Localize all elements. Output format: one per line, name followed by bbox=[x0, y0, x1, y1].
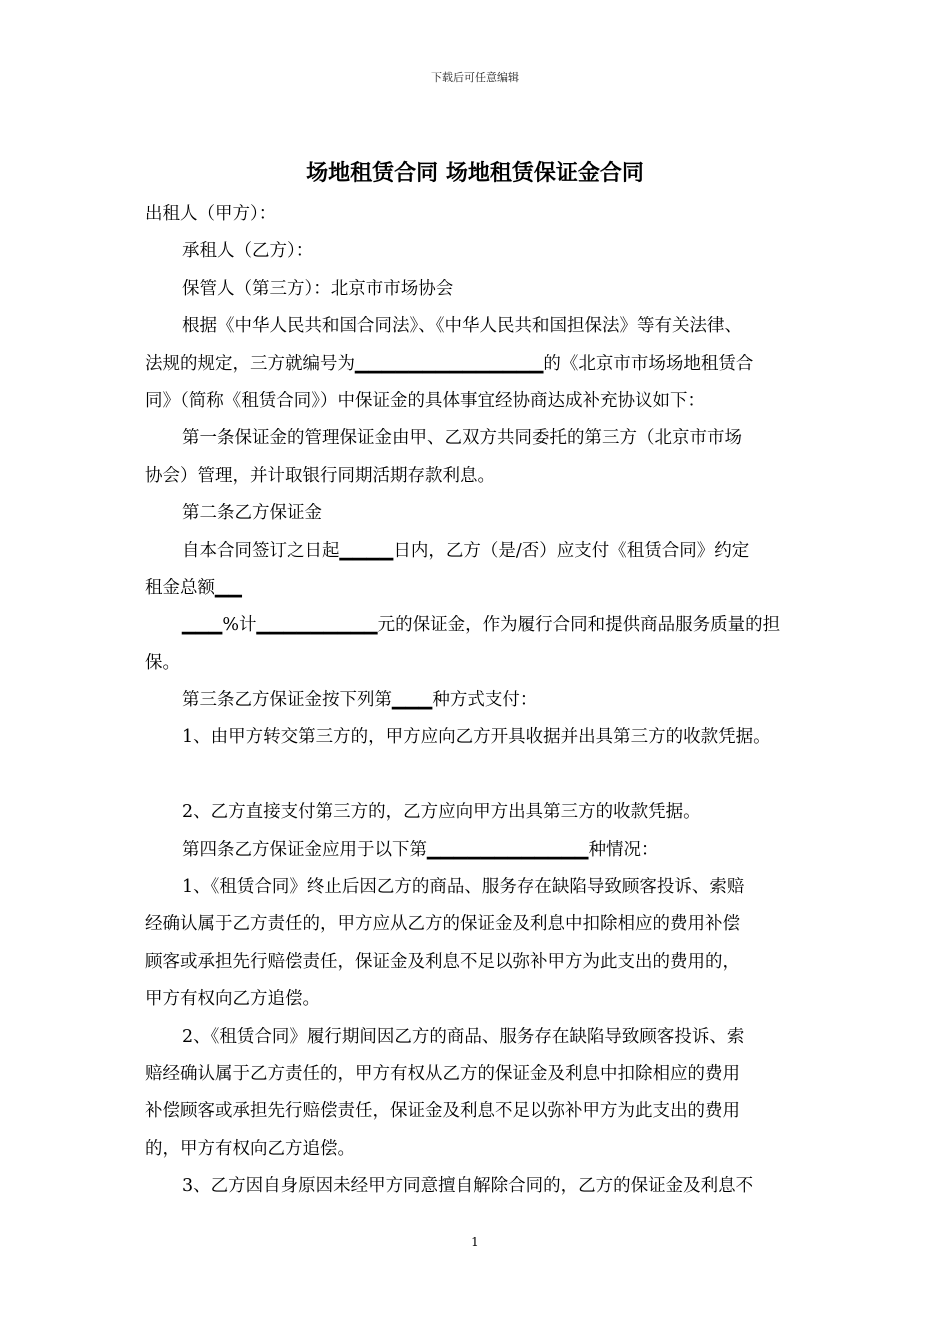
article-2-heading: 第二条乙方保证金 bbox=[182, 503, 322, 524]
lessee-line: 承租人（乙方）： bbox=[182, 241, 314, 262]
paragraph-line: 协会）管理，并计取银行同期活期存款利息。 bbox=[145, 465, 495, 486]
page-number: 1 bbox=[471, 1235, 479, 1249]
article-4-line: 第四条乙方保证金应用于以下第▁▁▁▁▁▁▁▁▁▁▁▁种情况： bbox=[182, 839, 659, 860]
list-item: 1、由甲方转交第三方的，甲方应向乙方开具收据并出具第三方的收款凭据。 bbox=[182, 727, 771, 748]
paragraph-line: 的，甲方有权向乙方追偿。 bbox=[145, 1138, 355, 1159]
paragraph-line: 补偿顾客或承担先行赔偿责任，保证金及利息不足以弥补甲方为此支出的费用 bbox=[145, 1101, 740, 1122]
list-item: 3、乙方因自身原因未经甲方同意擅自解除合同的，乙方的保证金及利息不 bbox=[182, 1176, 754, 1197]
lessor-line: 出租人（甲方）： bbox=[145, 204, 277, 224]
spacer bbox=[145, 757, 810, 794]
list-item: 2、《租赁合同》履行期间因乙方的商品、服务存在缺陷导致顾客投诉、索 bbox=[182, 1026, 745, 1047]
custodian-line: 保管人（第三方）：北京市市场协会 bbox=[182, 278, 454, 299]
paragraph-line: 甲方有权向乙方追偿。 bbox=[145, 989, 320, 1010]
paragraph-line: 根据《中华人民共和国合同法》、《中华人民共和国担保法》等有关法律、 bbox=[182, 316, 742, 337]
paragraph-line: 经确认属于乙方责任的，甲方应从乙方的保证金及利息中扣除相应的费用补偿 bbox=[145, 914, 740, 935]
paragraph-line: 法规的规定，三方就编号为▁▁▁▁▁▁▁▁▁▁▁▁▁▁的《北京市市场场地租赁合 bbox=[145, 353, 754, 374]
article-1-line: 第一条保证金的管理保证金由甲、乙双方共同委托的第三方（北京市市场 bbox=[182, 428, 742, 449]
document-title: 场地租赁合同 场地租赁保证金合同 bbox=[306, 161, 644, 186]
header-note: 下载后可任意编辑 bbox=[431, 71, 519, 84]
list-item: 2、乙方直接支付第三方的，乙方应向甲方出具第三方的收款凭据。 bbox=[182, 802, 701, 823]
paragraph-line: 租金总额▁▁ bbox=[145, 577, 242, 598]
paragraph-line: 赔经确认属于乙方责任的，甲方有权从乙方的保证金及利息中扣除相应的费用 bbox=[145, 1063, 740, 1084]
paragraph-line: 同》（简称《租赁合同》）中保证金的具体事宜经协商达成补充协议如下： bbox=[145, 390, 705, 411]
document-body bbox=[145, 196, 810, 1206]
paragraph-line: 自本合同签订之日起▁▁▁▁日内，乙方（是/否）应支付《租赁合同》约定 bbox=[182, 540, 750, 561]
paragraph-line: ▁▁▁%计▁▁▁▁▁▁▁▁▁元的保证金，作为履行合同和提供商品服务质量的担 bbox=[182, 615, 781, 636]
article-3-line: 第三条乙方保证金按下列第▁▁▁种方式支付： bbox=[182, 690, 538, 711]
list-item: 1、《租赁合同》终止后因乙方的商品、服务存在缺陷导致顾客投诉、索赔 bbox=[182, 877, 745, 898]
paragraph-line: 保。 bbox=[145, 652, 180, 673]
paragraph-line: 顾客或承担先行赔偿责任，保证金及利息不足以弥补甲方为此支出的费用的， bbox=[145, 951, 740, 972]
